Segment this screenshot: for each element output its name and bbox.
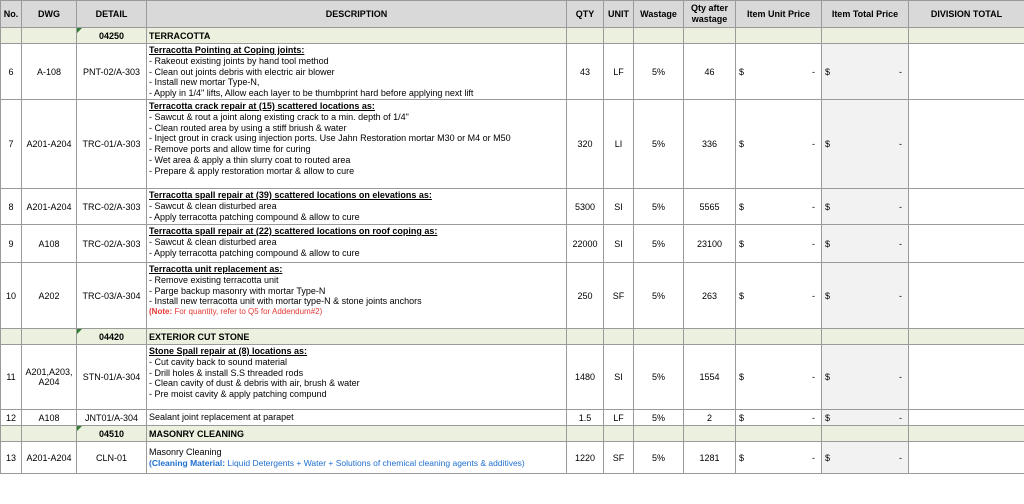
price-value: - (899, 238, 902, 249)
section-row-terracotta (1, 28, 1024, 44)
description-line: - Inject grout in crack using injection ports. Use Jahn Restoration mortar M30 or M4 or M50 (149, 133, 511, 144)
price-value: - (812, 412, 815, 423)
cell-description[interactable] (147, 44, 567, 100)
currency-symbol: $ (739, 66, 745, 77)
cell-total-price[interactable] (822, 263, 909, 329)
cell-qty[interactable]: 43 (567, 44, 604, 100)
currency-symbol: $ (825, 372, 831, 382)
description-line: - Sawcut & rout a joint along existing crack to a min. depth of 1/4" (149, 111, 409, 122)
header-description: DESCRIPTION (147, 1, 567, 28)
cell-division-total[interactable] (909, 100, 1024, 189)
price-value: - (812, 66, 815, 77)
cell-dwg[interactable]: A201-A204 (22, 189, 77, 225)
table-row (1, 225, 1024, 263)
cell-qty-after[interactable]: 5565 (684, 189, 736, 225)
cell-unit-price[interactable] (736, 44, 822, 100)
cell-total-price[interactable] (822, 442, 909, 474)
header-dwg: DWG (22, 1, 77, 28)
description-line: - Apply terracotta patching compound & allow to cure (149, 247, 360, 258)
cell-qty[interactable]: 1480 (567, 345, 604, 410)
cell-qty-after[interactable]: 336 (684, 100, 736, 189)
currency-symbol: $ (739, 372, 745, 382)
cell-division-total[interactable] (909, 263, 1024, 329)
table-row (1, 410, 1024, 426)
currency-symbol: $ (825, 66, 831, 77)
cell-no[interactable]: 6 (1, 44, 22, 100)
cell-detail[interactable]: TRC-02/A-303 (77, 189, 147, 225)
cell-wastage[interactable]: 5% (634, 263, 684, 329)
cell-dwg[interactable]: A201,A203, A204 (22, 345, 77, 410)
price-value: - (899, 452, 902, 463)
description-line: - Remove ports and allow time for curing (149, 144, 311, 155)
cell-unit[interactable]: SF (604, 263, 634, 329)
cell-unit[interactable]: SI (604, 225, 634, 263)
description-line: - Drill holes & install S.S threaded rods (149, 367, 304, 378)
cell-wastage[interactable]: 5% (634, 100, 684, 189)
cleaning-material-note (149, 458, 564, 469)
price-value: - (812, 372, 815, 382)
cell-qty-after[interactable]: 1281 (684, 442, 736, 474)
cell-description[interactable] (147, 189, 567, 225)
description-line: - Sawcut & clean disturbed area (149, 200, 277, 211)
section-row-exterior-cut-stone (1, 329, 1024, 345)
description-title: Terracotta crack repair at (15) scattered locations as: (149, 101, 375, 111)
description-line: - Prepare & apply restoration mortar & allow to cure (149, 165, 355, 176)
price-value: - (812, 201, 815, 212)
header-qty-after-wastage: Qty after wastage (684, 1, 736, 28)
cell-division-total[interactable] (909, 189, 1024, 225)
note-text: For quantity, refer to Q5 for Addendum#2) (172, 307, 323, 317)
cell-unit[interactable]: LI (604, 100, 634, 189)
section-title[interactable]: EXTERIOR CUT STONE (147, 329, 567, 345)
cell-division-total[interactable] (909, 442, 1024, 474)
table-row (1, 263, 1024, 329)
cell-unit[interactable]: SI (604, 189, 634, 225)
header-no: No. (1, 1, 22, 28)
section-code[interactable]: 04420 (77, 329, 147, 345)
table-row (1, 44, 1024, 100)
cell-qty[interactable]: 250 (567, 263, 604, 329)
currency-symbol: $ (739, 238, 745, 249)
description-line: - Install new terracotta unit with mortar type-N & stone joints anchors (149, 296, 422, 307)
description-line: - Install new mortar Type-N, (149, 77, 260, 88)
cell-no[interactable]: 11 (1, 345, 22, 410)
cell-detail[interactable]: TRC-01/A-303 (77, 100, 147, 189)
description-line: - Wet area & apply a thin slurry coat to routed area (149, 154, 351, 165)
description-title: Stone Spall repair at (8) locations as: (149, 346, 308, 356)
cell-detail[interactable]: TRC-03/A-304 (77, 263, 147, 329)
cell-dwg[interactable]: A202 (22, 263, 77, 329)
header-detail: DETAIL (77, 1, 147, 28)
description-line: - Clean cavity of dust & debris with air, brush & water (149, 378, 360, 389)
cell-wastage[interactable]: 5% (634, 44, 684, 100)
cell-wastage[interactable]: 5% (634, 225, 684, 263)
cell-wastage[interactable]: 5% (634, 189, 684, 225)
table-row (1, 345, 1024, 410)
description-line: - Clean out joints debris with electric air blower (149, 66, 335, 77)
header-wastage: Wastage (634, 1, 684, 28)
cell-qty-after[interactable]: 46 (684, 44, 736, 100)
currency-symbol: $ (825, 412, 831, 423)
header-row (1, 1, 1024, 28)
header-qty: QTY (567, 1, 604, 28)
currency-symbol: $ (739, 290, 745, 301)
section-code[interactable]: 04510 (77, 426, 147, 442)
currency-symbol: $ (825, 290, 831, 301)
section-row-masonry-cleaning (1, 426, 1024, 442)
cell-description[interactable] (147, 225, 567, 263)
cell-wastage[interactable]: 5% (634, 442, 684, 474)
description-line: - Cut cavity back to sound material (149, 356, 288, 367)
cell-unit-price[interactable] (736, 225, 822, 263)
description-line: - Clean routed area by using a stiff briush & water (149, 122, 347, 133)
cell-description[interactable] (147, 100, 567, 189)
cell-qty[interactable]: 1.5 (567, 410, 604, 426)
cell-dwg[interactable]: A108 (22, 225, 77, 263)
description-title: Terracotta spall repair at (39) scattered locations on elevations as: (149, 190, 432, 200)
description-title: Terracotta spall repair at (22) scattered locations on roof coping as: (149, 226, 438, 236)
header-item-total-price: Item Total Price (822, 1, 909, 28)
cell-unit-price[interactable] (736, 345, 822, 410)
cell-total-price[interactable] (822, 189, 909, 225)
cell-dwg[interactable]: A201-A204 (22, 442, 77, 474)
section-title[interactable]: TERRACOTTA (147, 28, 567, 44)
header-unit: UNIT (604, 1, 634, 28)
cell-total-price[interactable] (822, 100, 909, 189)
cell-division-total[interactable] (909, 225, 1024, 263)
table-row (1, 100, 1024, 189)
cell-no[interactable]: 13 (1, 442, 22, 474)
cell-qty-after[interactable]: 2 (684, 410, 736, 426)
cell-dwg[interactable]: A201-A204 (22, 100, 77, 189)
cell-detail[interactable]: STN-01/A-304 (77, 345, 147, 410)
section-code[interactable]: 04250 (77, 28, 147, 44)
table-row (1, 442, 1024, 474)
cell-description[interactable] (147, 263, 567, 329)
currency-symbol: $ (825, 139, 831, 149)
cell-no[interactable]: 9 (1, 225, 22, 263)
cell-qty-after[interactable]: 1554 (684, 345, 736, 410)
description-title: Masonry Cleaning (149, 446, 222, 457)
price-value: - (899, 290, 902, 301)
note-label: (Cleaning Material: (149, 457, 226, 468)
cell-no[interactable]: 12 (1, 410, 22, 426)
cell-qty[interactable]: 22000 (567, 225, 604, 263)
cell-description[interactable] (147, 345, 567, 410)
cell-division-total[interactable] (909, 44, 1024, 100)
description-line: - Remove existing terracotta unit (149, 274, 279, 285)
price-value: - (899, 139, 902, 149)
note-text: Liquid Detergents + Water + Solutions of chemical cleaning agents & additives) (225, 457, 525, 468)
description-line: - Parge backup masonry with mortar Type-N (149, 285, 326, 296)
currency-symbol: $ (739, 412, 745, 423)
description-line: - Sawcut & clean disturbed area (149, 236, 277, 247)
cell-detail[interactable]: PNT-02/A-303 (77, 44, 147, 100)
currency-symbol: $ (739, 452, 745, 463)
section-title[interactable]: MASONRY CLEANING (147, 426, 567, 442)
cell-qty[interactable]: 1220 (567, 442, 604, 474)
price-value: - (812, 290, 815, 301)
cell-division-total[interactable] (909, 345, 1024, 410)
description-title: Terracotta Pointing at Coping joints: (149, 45, 305, 55)
price-value: - (812, 139, 815, 149)
cell-dwg[interactable]: A-108 (22, 44, 77, 100)
price-value: - (812, 452, 815, 463)
cell-qty-after[interactable]: 23100 (684, 225, 736, 263)
cell-detail[interactable]: JNT01/A-304 (77, 410, 147, 426)
currency-symbol: $ (739, 139, 745, 149)
description-line: - Rakeout existing joints by hand tool method (149, 55, 329, 66)
cell-unit[interactable]: SI (604, 345, 634, 410)
cell-total-price[interactable] (822, 410, 909, 426)
cell-wastage[interactable]: 5% (634, 345, 684, 410)
price-value: - (899, 372, 902, 382)
cell-no[interactable]: 8 (1, 189, 22, 225)
header-item-unit-price: Item Unit Price (736, 1, 822, 28)
table-row (1, 189, 1024, 225)
currency-symbol: $ (825, 452, 831, 463)
description-line: - Apply terracotta patching compound & allow to cure (149, 211, 360, 222)
price-value: - (812, 238, 815, 249)
currency-symbol: $ (825, 201, 831, 212)
description-line: - Apply in 1/4" lifts, Allow each layer to be thumbprint hard before applying next lift (149, 88, 474, 99)
price-value: - (899, 66, 902, 77)
price-value: - (899, 201, 902, 212)
cell-unit[interactable]: LF (604, 410, 634, 426)
price-value: - (899, 412, 902, 423)
cell-detail[interactable]: TRC-02/A-303 (77, 225, 147, 263)
cell-detail[interactable]: CLN-01 (77, 442, 147, 474)
cell-unit-price[interactable] (736, 442, 822, 474)
cell-unit[interactable]: SF (604, 442, 634, 474)
cell-unit-price[interactable] (736, 263, 822, 329)
description-line: - Pre moist cavity & apply patching compund (149, 389, 327, 400)
cell-no[interactable]: 7 (1, 100, 22, 189)
cell-dwg[interactable]: A108 (22, 410, 77, 426)
cell-unit-price[interactable] (736, 410, 822, 426)
cell-qty[interactable]: 320 (567, 100, 604, 189)
cell-description[interactable] (147, 442, 567, 474)
cell-total-price[interactable] (822, 345, 909, 410)
description-title: Terracotta unit replacement as: (149, 264, 283, 274)
currency-symbol: $ (739, 201, 745, 212)
cell-wastage[interactable]: 5% (634, 410, 684, 426)
cell-description[interactable]: Sealant joint replacement at parapet (147, 410, 567, 426)
cell-division-total[interactable] (909, 410, 1024, 426)
cell-no[interactable]: 10 (1, 263, 22, 329)
cell-unit-price[interactable] (736, 100, 822, 189)
cell-total-price[interactable] (822, 225, 909, 263)
header-division-total: DIVISION TOTAL (909, 1, 1024, 28)
cell-total-price[interactable] (822, 44, 909, 100)
cell-unit[interactable]: LF (604, 44, 634, 100)
cell-qty-after[interactable]: 263 (684, 263, 736, 329)
quantity-note (149, 307, 564, 318)
note-label: (Note: (149, 307, 173, 317)
currency-symbol: $ (825, 238, 831, 249)
cell-unit-price[interactable] (736, 189, 822, 225)
cell-qty[interactable]: 5300 (567, 189, 604, 225)
